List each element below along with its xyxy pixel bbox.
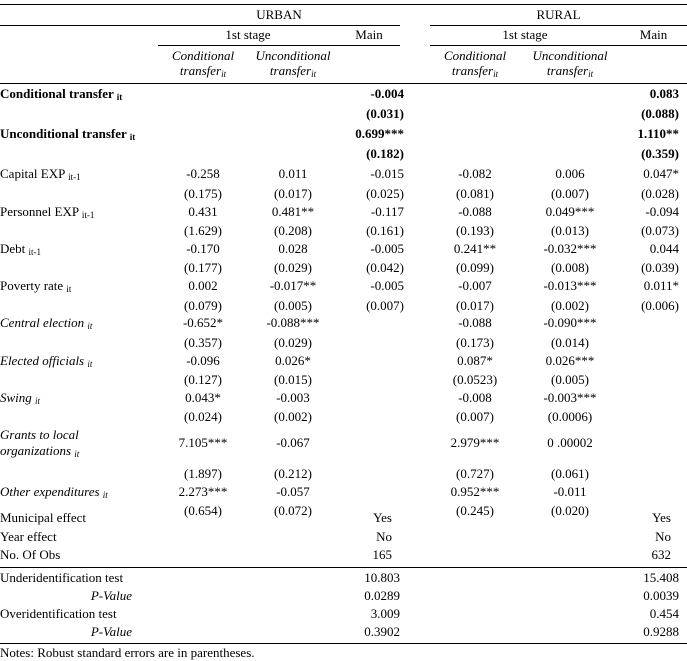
se-cell: (0.208) xyxy=(274,223,312,239)
se-cell: (1.629) xyxy=(184,223,222,239)
se-cell: (0.357) xyxy=(184,334,222,350)
se-cell: (0.173) xyxy=(456,334,494,350)
coef-cell: 0.049*** xyxy=(545,203,595,219)
row-label: Swing $_{it}$ xyxy=(0,389,41,406)
test-urban: 10.803 xyxy=(364,569,400,585)
se-cell: (0.025) xyxy=(366,185,404,201)
se-cell: (0.029) xyxy=(274,260,312,276)
effect-urban: Yes xyxy=(373,510,392,525)
se-cell: (0.007) xyxy=(551,185,589,201)
coef-cell: -0.088 xyxy=(458,203,492,219)
test-urban: 3.009 xyxy=(370,605,400,621)
coef-cell: -0.003*** xyxy=(543,389,597,405)
test-rural: 0.454 xyxy=(649,605,679,621)
se-cell: (0.081) xyxy=(456,185,494,201)
urban-stage-rule xyxy=(158,45,400,46)
coef-cell: -0.032*** xyxy=(543,240,597,256)
rural-conditional-header: Conditional transfer$_{it}$ xyxy=(443,48,507,79)
effect-label: Municipal effect xyxy=(0,510,87,525)
coef-cell: 0.481** xyxy=(271,203,315,219)
se-cell: (0.002) xyxy=(274,409,312,425)
coef-cell: -0.005 xyxy=(370,240,404,256)
effect-label: No. Of Obs xyxy=(0,547,61,562)
coef-cell: -0.004 xyxy=(370,86,404,101)
test-rural: 0.9288 xyxy=(643,624,679,640)
group-header-urban: URBAN xyxy=(256,7,302,22)
row-label: Poverty rate $_{it}$ xyxy=(0,278,72,295)
test-urban: 0.0289 xyxy=(364,587,400,603)
se-cell: (0.359) xyxy=(641,145,679,161)
test-rural: 15.408 xyxy=(643,569,679,585)
se-cell: (0.013) xyxy=(551,223,589,239)
se-cell: (0.088) xyxy=(641,105,679,121)
coef-cell: 0.006 xyxy=(555,166,585,182)
test-urban: 0.3902 xyxy=(364,624,400,640)
coef-cell: 0.241** xyxy=(453,240,497,256)
p-value-label: P-Value xyxy=(90,587,132,603)
coef-cell: -0.067 xyxy=(276,435,310,451)
coef-cell: 0.044 xyxy=(649,240,679,256)
coef-cell: 0.047* xyxy=(643,166,679,182)
table-notes: Notes: Robust standard errors are in parentheses. xyxy=(0,645,255,661)
rural-unconditional-header: Unconditional transfer$_{it}$ xyxy=(532,48,608,79)
urban-conditional-header: Conditional transfer$_{it}$ xyxy=(171,48,235,79)
se-cell: (0.006) xyxy=(641,297,679,313)
row-label: Capital EXP $_{it-1}$ xyxy=(0,166,81,183)
coef-cell: -0.096 xyxy=(186,352,220,368)
row-label: Central election $_{it}$ xyxy=(0,315,93,332)
se-cell: (0.039) xyxy=(641,260,679,276)
coef-cell: -0.017** xyxy=(269,278,317,294)
row-label: Personnel EXP $_{it-1}$ xyxy=(0,203,95,220)
coef-cell: 0.952*** xyxy=(450,483,500,499)
coef-cell: 7.105*** xyxy=(178,435,228,451)
bottom-rule xyxy=(0,643,687,644)
se-cell: (0.177) xyxy=(184,260,222,276)
se-cell: (0.024) xyxy=(184,409,222,425)
coef-cell: -0.082 xyxy=(458,166,492,182)
se-cell: (0.061) xyxy=(551,466,589,482)
effect-rural: No xyxy=(655,528,671,544)
se-cell: (0.161) xyxy=(366,223,404,239)
se-cell: (0.017) xyxy=(456,297,494,313)
test-label: Overidentification test xyxy=(0,605,117,621)
test-rural: 0.0039 xyxy=(643,587,679,603)
coef-cell: -0.013*** xyxy=(543,278,597,294)
se-cell: (0.007) xyxy=(456,409,494,425)
coef-cell: -0.015 xyxy=(370,166,404,182)
effect-urban: No xyxy=(376,528,392,544)
se-cell: (0.079) xyxy=(184,297,222,313)
se-cell: (0.245) xyxy=(456,503,494,519)
row-label: Conditional transfer $_{it}$ xyxy=(0,86,123,102)
se-cell: (0.008) xyxy=(551,260,589,276)
group-gap xyxy=(400,24,430,27)
coef-cell: 0.087* xyxy=(457,352,493,368)
effect-rural: 632 xyxy=(651,547,671,562)
se-cell: (0.099) xyxy=(456,260,494,276)
row-label: Debt $_{it-1}$ xyxy=(0,240,42,257)
se-cell: (0.654) xyxy=(184,503,222,519)
coef-cell: 0.011 xyxy=(278,166,308,182)
se-cell: (0.005) xyxy=(551,372,589,388)
effect-label: Year effect xyxy=(0,528,57,544)
p-value-label: P-Value xyxy=(90,624,132,640)
se-cell: (0.005) xyxy=(274,297,312,313)
coef-cell: 0 .00002 xyxy=(547,435,593,451)
urban-unconditional-header: Unconditional transfer$_{it}$ xyxy=(255,48,331,79)
rural-main-header: Main xyxy=(639,27,668,42)
coef-cell: 0.011* xyxy=(643,278,679,294)
coef-cell: -0.652* xyxy=(182,315,224,331)
coef-cell: -0.088*** xyxy=(266,315,320,331)
se-cell: (0.072) xyxy=(274,503,312,519)
coef-cell: 2.979*** xyxy=(450,435,500,451)
header-bottom-rule xyxy=(0,83,687,84)
coef-cell: -0.117 xyxy=(370,203,404,219)
se-cell: (0.042) xyxy=(366,260,404,276)
effect-urban: 165 xyxy=(372,547,392,562)
row-label: Grants to local organizations $_{it}$ xyxy=(0,427,80,460)
coef-cell: 1.110** xyxy=(637,126,679,142)
se-cell: (0.073) xyxy=(641,223,679,239)
coef-cell: 0.043* xyxy=(185,389,221,405)
coef-cell: 2.273*** xyxy=(178,483,228,499)
coef-cell: -0.090*** xyxy=(543,315,597,331)
coef-cell: -0.258 xyxy=(186,166,220,182)
test-label: Underidentification test xyxy=(0,569,124,585)
row-label: Other expenditures $_{it}$ xyxy=(0,483,108,500)
se-cell: (0.175) xyxy=(184,185,222,201)
coef-cell: -0.005 xyxy=(370,278,404,294)
group-header-rule xyxy=(0,25,687,26)
coef-cell: 0.028 xyxy=(278,240,308,256)
coef-cell: 0.026*** xyxy=(545,352,595,368)
se-cell: (0.031) xyxy=(366,105,404,121)
coef-cell: -0.007 xyxy=(458,278,492,294)
rural-first-stage-header: 1st stage xyxy=(502,27,548,42)
coef-cell: 0.431 xyxy=(188,203,218,219)
coef-cell: -0.011 xyxy=(553,483,587,499)
row-label: Unconditional transfer $_{it}$ xyxy=(0,126,136,143)
se-cell: (0.007) xyxy=(366,297,404,313)
coef-cell: 0.026* xyxy=(275,352,311,368)
se-cell: (0.0523) xyxy=(452,372,498,388)
se-cell: (0.727) xyxy=(456,466,494,482)
coef-cell: 0.002 xyxy=(188,278,218,294)
coef-cell: -0.094 xyxy=(645,203,679,219)
coef-cell: -0.057 xyxy=(276,483,310,499)
tests-rule xyxy=(0,567,687,568)
effect-rural: Yes xyxy=(652,510,671,525)
top-rule xyxy=(0,4,687,5)
se-cell: (0.015) xyxy=(274,372,312,388)
se-cell: (0.028) xyxy=(641,185,679,201)
se-cell: (0.127) xyxy=(184,372,222,388)
se-cell: (0.0006) xyxy=(547,409,593,425)
coef-cell: 0.699*** xyxy=(355,126,404,142)
coef-cell: -0.003 xyxy=(276,389,310,405)
se-cell: (1.897) xyxy=(184,466,222,482)
se-cell: (0.212) xyxy=(274,466,312,482)
row-label: Elected officials $_{it}$ xyxy=(0,352,93,369)
se-cell: (0.182) xyxy=(366,145,404,161)
coef-cell: -0.008 xyxy=(458,389,492,405)
group-header-rural: RURAL xyxy=(536,7,581,22)
urban-main-header: Main xyxy=(355,27,383,42)
se-cell: (0.020) xyxy=(551,503,589,519)
rural-stage-rule xyxy=(430,45,687,46)
se-cell: (0.193) xyxy=(456,223,494,239)
urban-first-stage-header: 1st stage xyxy=(225,27,271,42)
se-cell: (0.014) xyxy=(551,334,589,350)
coef-cell: -0.088 xyxy=(458,315,492,331)
se-cell: (0.029) xyxy=(274,334,312,350)
se-cell: (0.002) xyxy=(551,297,589,313)
coef-cell: -0.170 xyxy=(186,240,220,256)
coef-cell: 0.083 xyxy=(649,86,679,101)
se-cell: (0.017) xyxy=(274,185,312,201)
